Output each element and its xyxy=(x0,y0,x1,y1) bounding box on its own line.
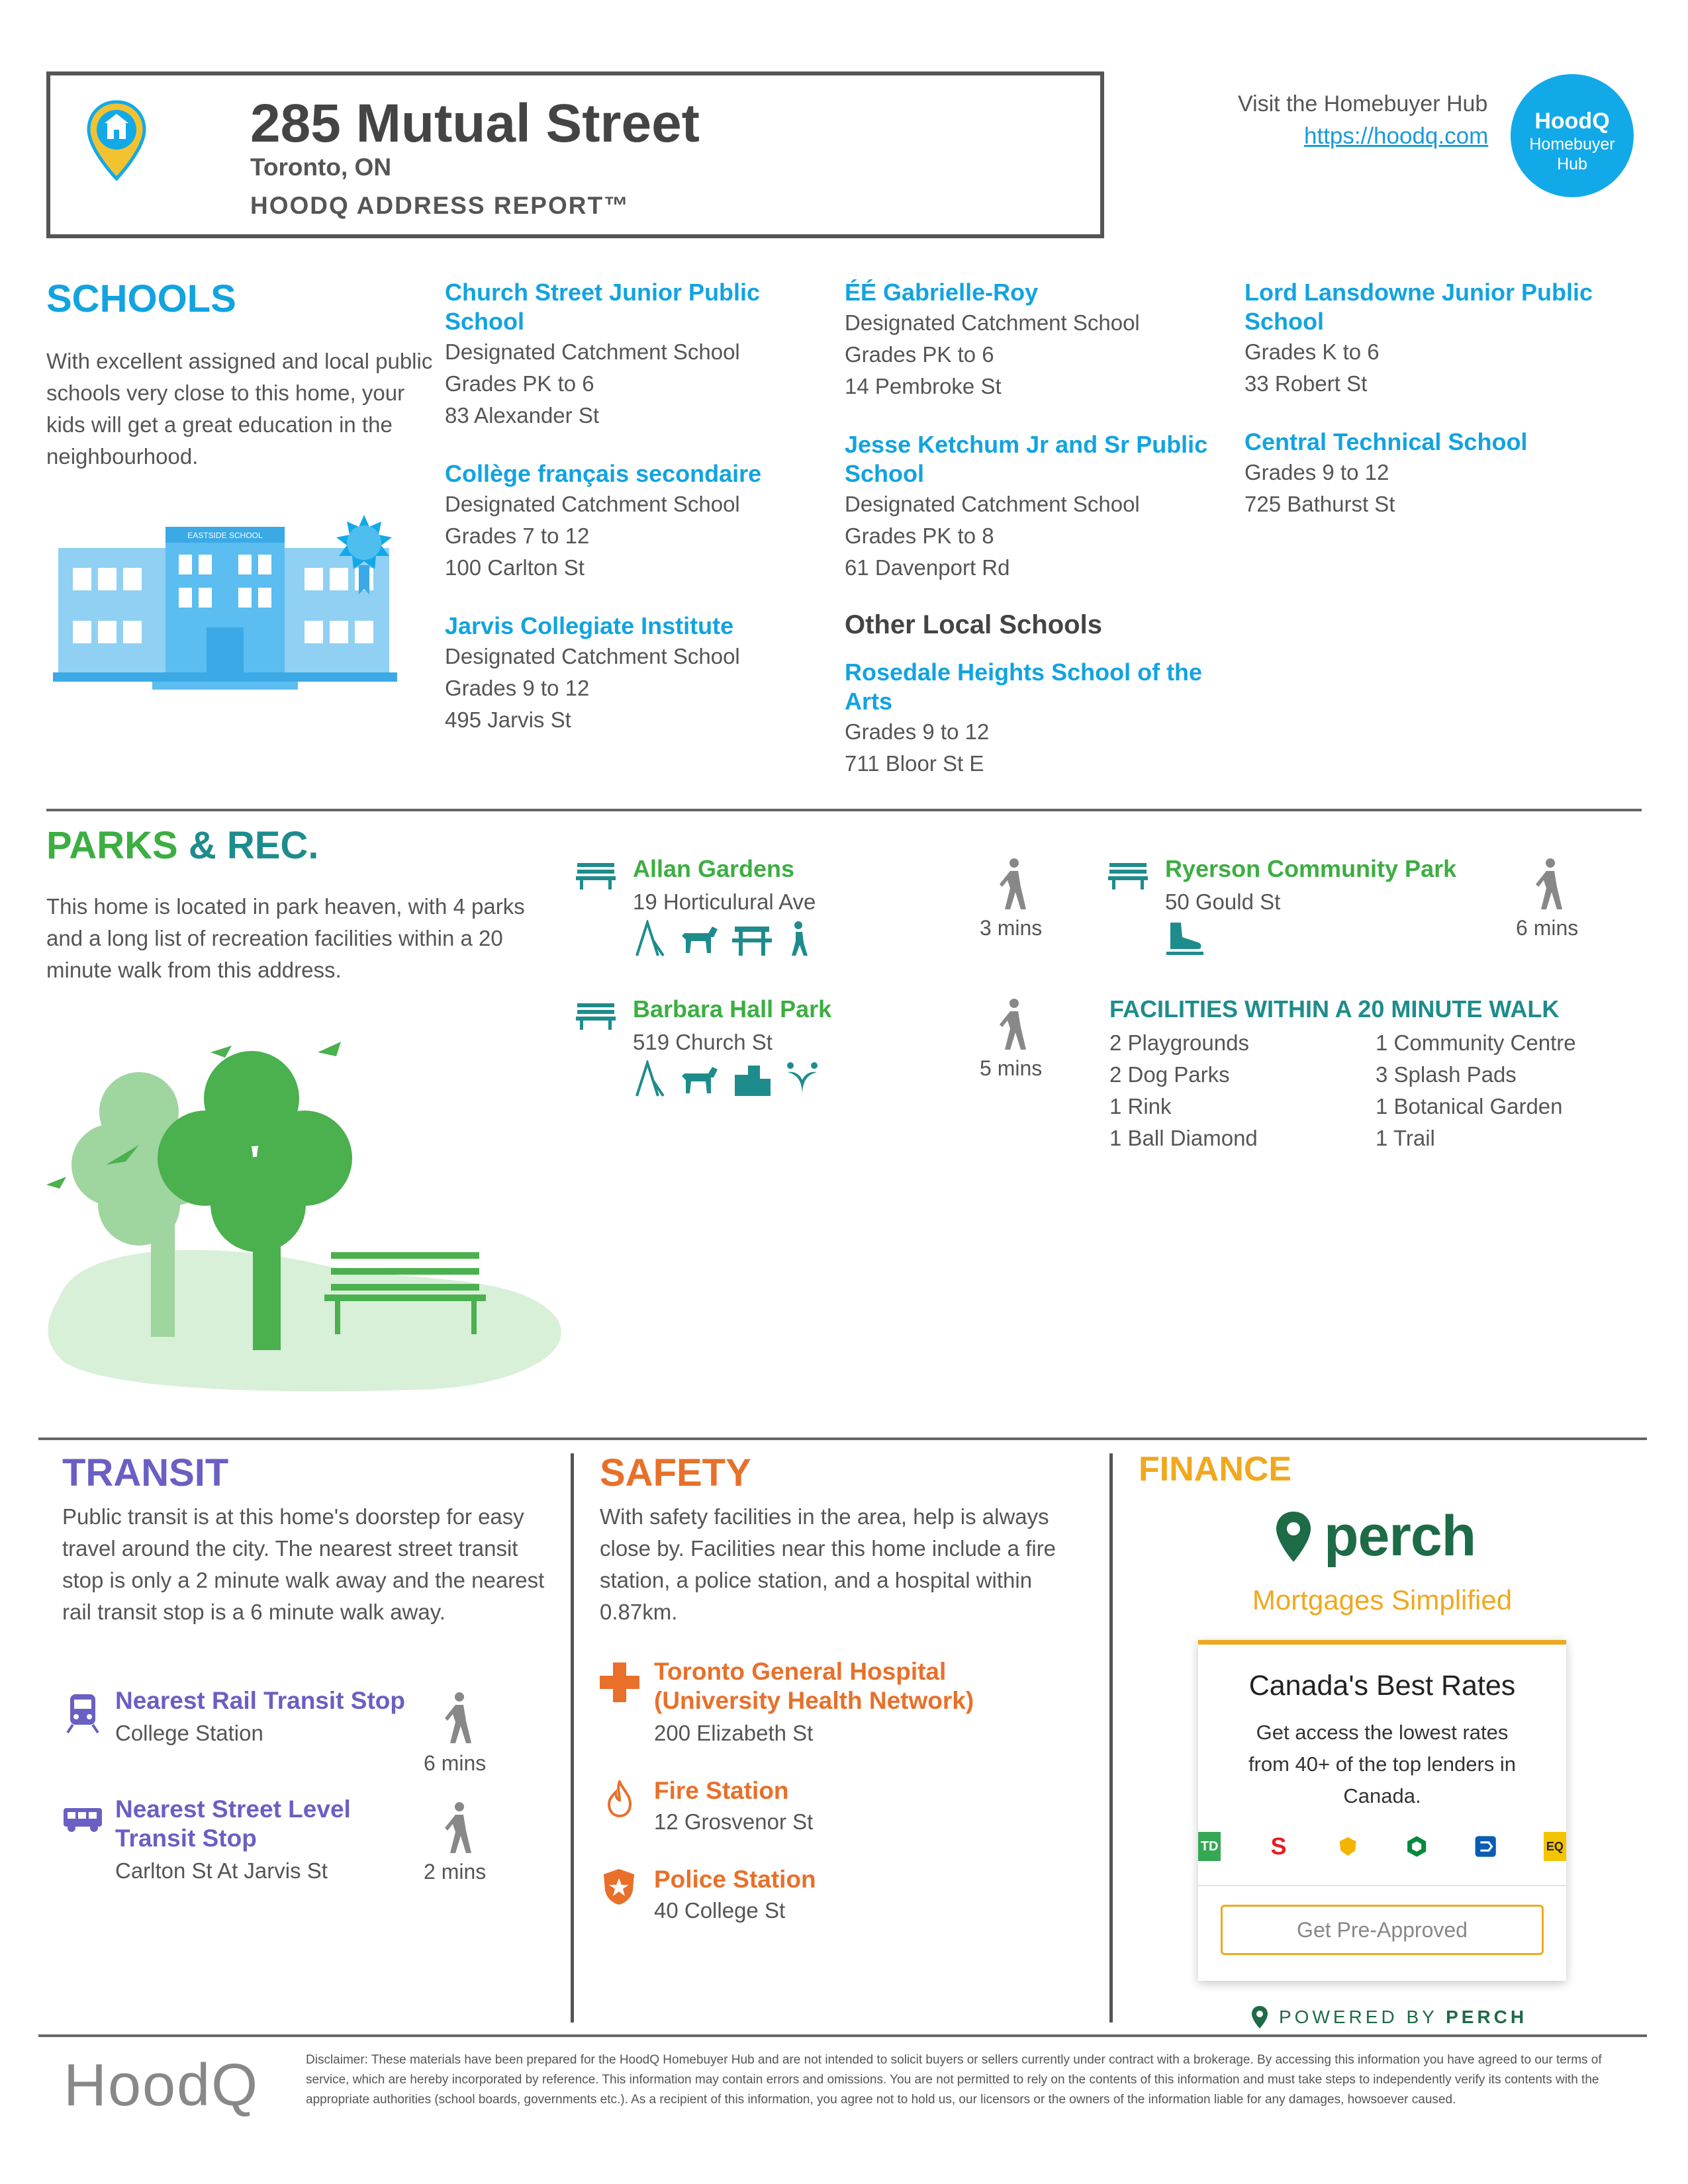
school-address: 83 Alexander St xyxy=(445,403,599,428)
perch-logo[interactable] xyxy=(1275,1504,1476,1569)
facility-item: 1 Botanical Garden xyxy=(1376,1094,1563,1118)
card-title: Canada's Best Rates xyxy=(1248,1670,1516,1702)
lender-blue-logo xyxy=(1474,1832,1497,1861)
school-name: Jarvis Collegiate Institute xyxy=(445,612,734,639)
trail-hiker-icon xyxy=(784,920,810,957)
park-address: 519 Church St xyxy=(633,1030,773,1054)
facility-item: 1 Community Centre xyxy=(1376,1030,1576,1055)
parks-title xyxy=(46,823,318,868)
dog-park-icon xyxy=(679,1060,720,1097)
facility-item: 2 Dog Parks xyxy=(1109,1062,1230,1087)
walk-icon xyxy=(997,998,1029,1051)
school-grades: Grades 9 to 12 xyxy=(1244,460,1389,484)
school-entry[interactable] xyxy=(445,612,816,736)
school-entry[interactable] xyxy=(445,278,816,432)
school-name: Central Technical School xyxy=(1244,428,1528,455)
facilities-left xyxy=(1109,1027,1258,1154)
school-grades: Grades PK to 6 xyxy=(445,371,594,396)
school-name: Collège français secondaire xyxy=(445,460,762,487)
walk-time: 6 mins xyxy=(424,1751,487,1775)
lender-desjardins-logo xyxy=(1336,1832,1359,1861)
facility-item: 1 Trail xyxy=(1376,1126,1435,1150)
school-address: 725 Bathurst St xyxy=(1244,492,1395,516)
parks-title-a: PARKS xyxy=(46,824,178,867)
park-name[interactable]: Barbara Hall Park xyxy=(633,995,832,1023)
section-divider xyxy=(38,1437,1647,1440)
lender-td-logo: TD xyxy=(1198,1832,1221,1861)
transit-intro: Public transit is at this home's doorstep for easy travel around the city. The nearest street transit stop is only a 2 minute walk away and the nearest rail transit stop is a 6 minute walk away. xyxy=(62,1504,545,1624)
rail-train-icon xyxy=(66,1693,99,1734)
fire-flame-icon xyxy=(608,1780,632,1817)
hospital-address: 200 Elizabeth St xyxy=(654,1721,814,1745)
footer-divider xyxy=(38,2034,1647,2037)
school-address: 495 Jarvis St xyxy=(445,707,571,732)
perch-pin-icon xyxy=(1275,1510,1312,1563)
police-badge-icon xyxy=(602,1868,635,1906)
powered-by-brand: PERCH xyxy=(1446,2007,1528,2027)
parks-title-b: & REC. xyxy=(188,824,319,867)
transit-title: TRANSIT xyxy=(62,1451,229,1494)
card-text: Get access the lowest rates from 40+ of the top lenders in Canada. xyxy=(1248,1721,1517,1807)
powered-by-text: POWERED BY xyxy=(1279,2007,1446,2027)
column-divider xyxy=(1109,1453,1113,2023)
rail-stop-name[interactable]: College Station xyxy=(115,1721,263,1745)
splash-pad-icon xyxy=(784,1060,821,1097)
school-grades: Grades PK to 8 xyxy=(845,523,994,548)
school-grades: Grades PK to 6 xyxy=(845,342,994,367)
school-type: Designated Catchment School xyxy=(445,492,740,516)
rink-skate-icon xyxy=(1165,920,1205,957)
hub-link[interactable]: https://hoodq.com xyxy=(1304,123,1489,149)
park-address: 19 Horticulural Ave xyxy=(633,889,816,914)
walk-time: 3 mins xyxy=(980,916,1043,940)
finance-title: FINANCE xyxy=(1139,1450,1292,1488)
park-name[interactable]: Allan Gardens xyxy=(633,855,795,882)
rates-card xyxy=(1198,1640,1566,1981)
police-station-name[interactable]: Police Station xyxy=(654,1866,816,1893)
police-station-address: 40 College St xyxy=(654,1898,786,1923)
school-entry[interactable] xyxy=(445,459,816,584)
parks-intro: This home is located in park heaven, with 4 parks and a long list of recreation facilities within a 20 minute walk from this address. xyxy=(46,894,525,982)
lender-logos xyxy=(1198,1832,1566,1861)
school-type: Designated Catchment School xyxy=(845,310,1140,335)
lender-scotia-logo: S xyxy=(1270,1833,1287,1860)
walk-icon xyxy=(442,1801,474,1854)
hoodq-logo[interactable]: HoodQ xyxy=(64,2052,259,2118)
hub-badge-line1: HoodQ xyxy=(1534,109,1610,134)
school-name: Jesse Ketchum Jr and Sr Public School xyxy=(845,431,1208,487)
get-pre-approved-button[interactable]: Get Pre-Approved xyxy=(1221,1905,1544,1955)
school-grades: Grades 9 to 12 xyxy=(445,676,590,700)
school-type: Designated Catchment School xyxy=(445,340,740,364)
playground-icon xyxy=(633,920,667,957)
school-name: Rosedale Heights School of the Arts xyxy=(845,659,1203,715)
street-stop-name[interactable]: Carlton St At Jarvis St xyxy=(115,1858,328,1883)
fire-station-address: 12 Grosvenor St xyxy=(654,1809,814,1834)
school-name: ÉÉ Gabrielle-Roy xyxy=(845,279,1039,306)
walk-time: 5 mins xyxy=(980,1056,1043,1080)
park-bench-icon xyxy=(1108,860,1148,889)
safety-intro: With safety facilities in the area, help is always close by. Facilities near this home include a fire station, a police station, and a hospital within 0.87km. xyxy=(600,1504,1056,1624)
school-address: 711 Bloor St E xyxy=(845,751,984,776)
school-entry[interactable] xyxy=(845,278,1215,402)
hub-badge-line3: Hub xyxy=(1557,155,1587,173)
facility-item: 2 Playgrounds xyxy=(1109,1030,1249,1055)
street-stop-label: Nearest Street Level Transit Stop xyxy=(115,1796,351,1852)
park-bench-icon xyxy=(576,1001,616,1030)
hospital-cross-icon xyxy=(600,1662,639,1702)
disclaimer: Disclaimer: These materials have been prepared for the HoodQ Homebuyer Hub and are not intended to solicit buyers or sellers currently under contract with a brokerage. By accessing this information you have agreed to our terms of service, which are hereby incorporated by reference. This information may contain errors and omissions. You are not permitted to rely on the contents of this information and must take steps to independently verify its contents with the appropriate authorities (school boards, governments etc.). As a recipient of this information, you agree not to hold us, our licensors or the owners of the information liable for any damages, howsoever caused. xyxy=(306,2053,1602,2107)
school-building-illustration xyxy=(53,515,424,694)
hub-badge-line2: Homebuyer xyxy=(1529,135,1615,154)
school-entry[interactable] xyxy=(1244,428,1628,520)
lender-eq-logo: EQ xyxy=(1544,1832,1566,1861)
other-schools-heading: Other Local Schools xyxy=(845,610,1102,639)
hub-badge[interactable] xyxy=(1511,74,1634,197)
school-type: Designated Catchment School xyxy=(845,492,1140,516)
park-name[interactable]: Ryerson Community Park xyxy=(1165,855,1457,882)
walk-icon xyxy=(997,858,1029,911)
safety-title: SAFETY xyxy=(600,1451,751,1494)
school-name: Church Street Junior Public School xyxy=(445,279,761,335)
facilities-heading: FACILITIES WITHIN A 20 MINUTE WALK xyxy=(1109,995,1560,1023)
school-entry[interactable] xyxy=(1244,278,1628,400)
bus-icon xyxy=(62,1807,103,1833)
address-city: Toronto, ON xyxy=(250,154,392,181)
facility-item: 1 Ball Diamond xyxy=(1109,1126,1258,1150)
walk-time: 6 mins xyxy=(1516,916,1579,940)
lender-hexagon-logo xyxy=(1405,1832,1428,1861)
picnic-table-icon xyxy=(732,920,772,957)
facility-item: 1 Rink xyxy=(1109,1094,1172,1118)
school-entry[interactable] xyxy=(845,430,1215,584)
walk-time: 2 mins xyxy=(424,1860,487,1884)
perch-brand: perch xyxy=(1324,1504,1476,1568)
school-grades: Grades 9 to 12 xyxy=(845,719,990,744)
school-entry[interactable] xyxy=(845,658,1215,780)
school-name: Lord Lansdowne Junior Public School xyxy=(1244,279,1593,335)
facility-item: 3 Splash Pads xyxy=(1376,1062,1517,1087)
walk-icon xyxy=(442,1692,474,1745)
school-grades: Grades 7 to 12 xyxy=(445,523,590,548)
park-amenities xyxy=(633,920,810,957)
column-divider xyxy=(571,1453,574,2023)
park-illustration xyxy=(40,1032,569,1403)
walk-icon xyxy=(1533,858,1565,911)
facilities-right xyxy=(1376,1027,1576,1154)
dog-park-icon xyxy=(679,920,720,957)
perch-tagline: Mortgages Simplified xyxy=(1252,1584,1513,1615)
visit-hub-text: Visit the Homebuyer Hub xyxy=(1238,91,1488,116)
fire-station-name[interactable]: Fire Station xyxy=(654,1777,789,1804)
hospital-name[interactable]: Toronto General Hospital (University Health Network) xyxy=(654,1658,974,1714)
schools-intro: With excellent assigned and local public schools very close to this home, your kids will get a great education in the neighbourhood. xyxy=(46,349,433,469)
schools-title: SCHOOLS xyxy=(46,277,236,320)
school-address: 61 Davenport Rd xyxy=(845,555,1010,580)
park-bench-icon xyxy=(576,860,616,889)
powered-by-perch[interactable] xyxy=(1251,2005,1527,2029)
school-address: 33 Robert St xyxy=(1244,371,1368,396)
playground-icon xyxy=(633,1060,667,1097)
school-type: Designated Catchment School xyxy=(445,644,740,668)
rail-stop-label: Nearest Rail Transit Stop xyxy=(115,1687,405,1714)
school-grades: Grades K to 6 xyxy=(1244,340,1380,364)
park-amenities xyxy=(633,1060,821,1097)
community-centre-icon xyxy=(732,1060,772,1097)
park-address: 50 Gould St xyxy=(1165,889,1281,914)
location-pin-icon xyxy=(85,99,148,181)
perch-pin-icon xyxy=(1251,2005,1268,2029)
address-title: 285 Mutual Street xyxy=(250,93,700,154)
school-address: 14 Pembroke St xyxy=(845,374,1002,398)
school-address: 100 Carlton St xyxy=(445,555,585,580)
section-divider xyxy=(46,809,1642,811)
card-divider xyxy=(1198,1885,1566,1886)
school-sign-text: EASTSIDE SCHOOL xyxy=(187,531,263,540)
report-label: HOODQ ADDRESS REPORT™ xyxy=(250,192,630,219)
